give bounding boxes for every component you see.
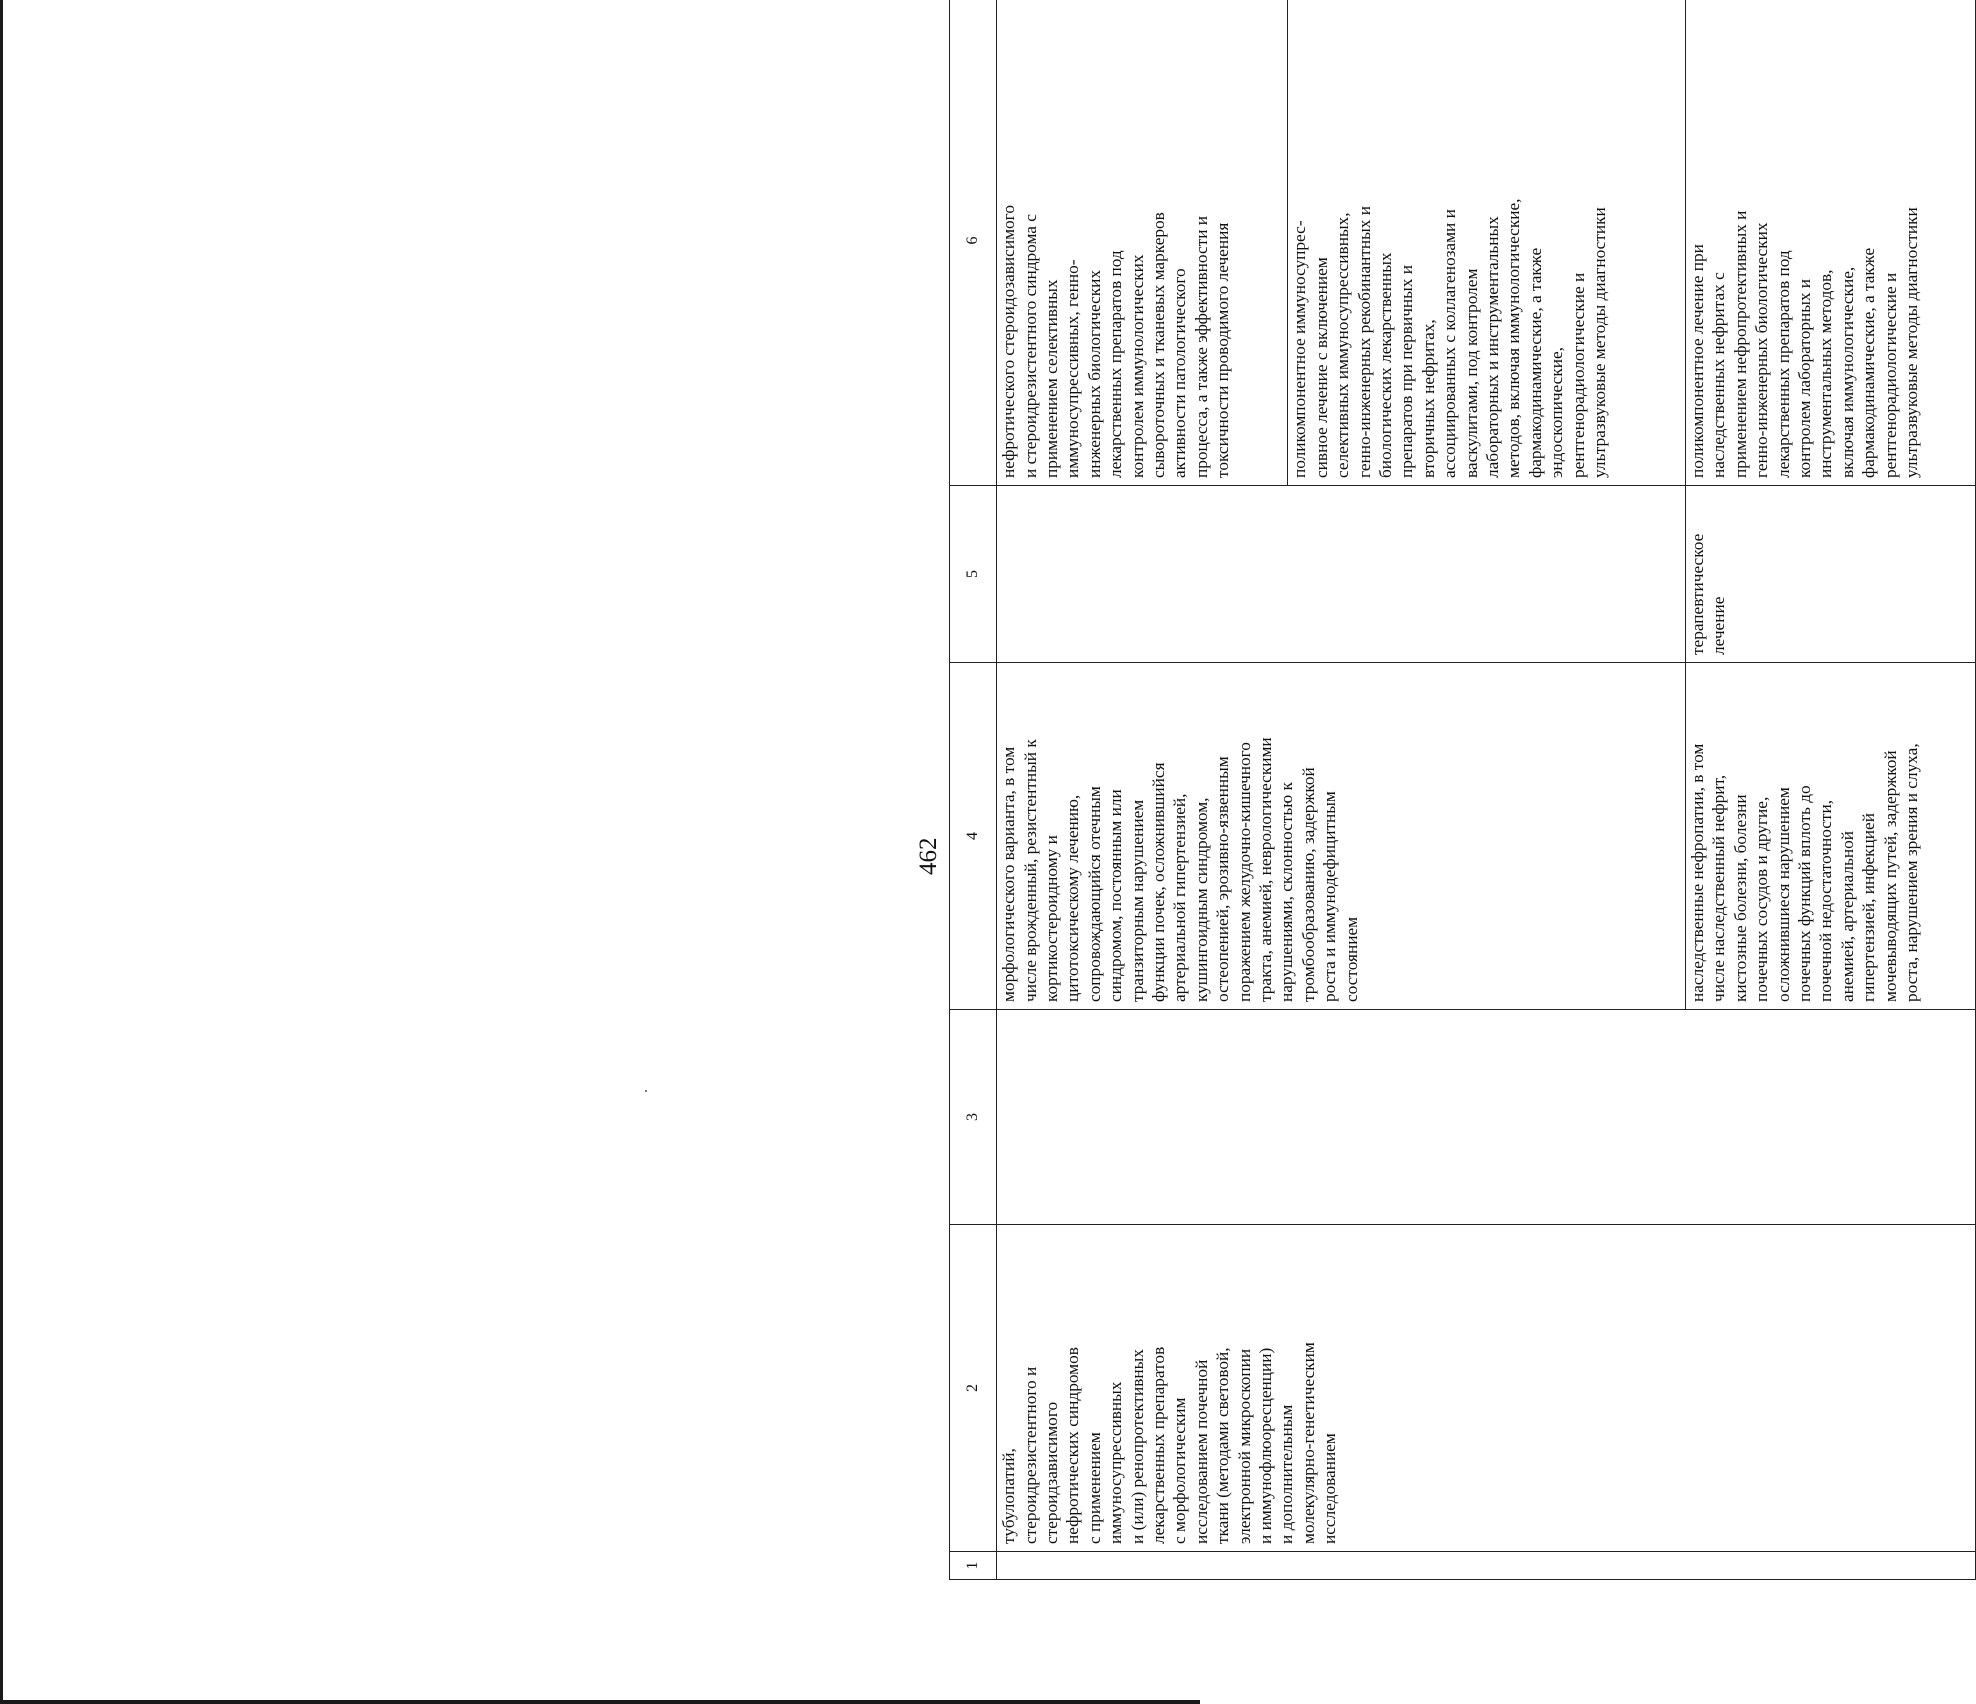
treatment-method-cell	[1685, 0, 1975, 486]
cell-text-line: активности патологического	[1170, 268, 1190, 478]
cell-text-line: нефротических синдромов	[1063, 1347, 1083, 1544]
cell-text-line: лабораторных и инструментальных	[1483, 216, 1503, 478]
cell-text-line: морфологического варианта, в том	[999, 746, 1019, 1002]
treatment-type-cell	[997, 486, 1686, 663]
cell-text-line: методов, включая иммунологические,	[1504, 198, 1524, 478]
cell-text-line: лекарственных препаратов	[1148, 1346, 1168, 1544]
header-cell-6: 6	[950, 0, 997, 486]
cell-text-line: и (или) ренопротективных	[1127, 1349, 1147, 1544]
cell-text-line: исследованием почечной	[1191, 1359, 1211, 1544]
cell-text-line: исследованием	[1320, 1433, 1340, 1544]
cell-text-line: тромбообразованию, задержкой	[1298, 767, 1318, 1002]
cell-text-line: остеопенией, эрозивно-язвенным	[1213, 756, 1233, 1002]
cell-text-line: функции почек, осложнившийся	[1148, 762, 1168, 1002]
cell-text-line: состоянием	[1341, 916, 1361, 1002]
header-cell-1: 1	[950, 1552, 997, 1580]
cell-text-line: и иммунофлюоресценции)	[1256, 1347, 1275, 1544]
cell-text-line: ультразвуковые методы диагностики	[1590, 207, 1610, 478]
scan-edge-bottom	[0, 1700, 1200, 1704]
treatment-method-cell	[997, 0, 1288, 486]
cell-text-line: иммуносупрессивных, генно-	[1063, 259, 1083, 478]
cell-text-line: цитотоксическому лечению,	[1063, 794, 1083, 1002]
cell-text-line: мочевыводящих путей, задержкой	[1880, 750, 1900, 1002]
cell-text-line: почечных функций вплоть до	[1794, 785, 1814, 1002]
cell-text-line: артериальной гипертензией,	[1170, 793, 1190, 1002]
cell-text-line: числе врожденный, резистентный к	[1020, 739, 1040, 1002]
cell-text-line: поликомпонентное иммуносупрес-	[1290, 220, 1310, 478]
header-cell-5: 5	[950, 486, 997, 663]
cell-text-line: применением нефропротективных и	[1730, 210, 1750, 478]
cell-text-line: лечение	[1709, 596, 1729, 655]
cell-text-line: генно-инженерных биологических	[1752, 222, 1772, 478]
table-header-row	[950, 0, 997, 1580]
cell-text-line: кистозные болезни, болезни	[1730, 794, 1750, 1002]
method-cell	[997, 1225, 1976, 1552]
cell-text-line: ткани (методами световой,	[1213, 1347, 1233, 1544]
cell-text-line: лекарственных препаратов под	[1773, 250, 1793, 478]
cell-text-line: фармакодинамические, а также	[1859, 247, 1879, 478]
cell-text-line: молекулярно-генетическим	[1298, 1342, 1318, 1544]
cell-text-line: осложнившиеся нарушением	[1773, 787, 1793, 1002]
cell-text-line: наследственных нефритах с	[1709, 272, 1729, 478]
cell-text-line: электронной микроскопии	[1234, 1348, 1254, 1544]
cell-text-line: лекарственных препаратов под	[1106, 250, 1126, 478]
cell-text-line: сопровождающийся отечным	[1084, 786, 1104, 1002]
cell-text-line: анемией, артериальной	[1837, 831, 1857, 1002]
cell-text-line: процесса, а также эффективности и	[1191, 215, 1211, 478]
cell-text-line: фармакодинамические, а также	[1525, 247, 1545, 478]
cell-text-line: токсичности проводимого лечения	[1213, 222, 1233, 478]
header-cell-3: 3	[950, 1010, 997, 1225]
cell-text-line: числе наследственный нефрит,	[1709, 774, 1729, 1002]
cell-text-line: кортикостероидному и	[1041, 835, 1061, 1002]
cell-text-line: поражением желудочно-кишечного	[1234, 742, 1254, 1002]
cell-text-line: включая иммунологические,	[1837, 266, 1857, 478]
cell-text-line: тракта, анемией, неврологическими	[1256, 737, 1275, 1002]
cell-text-line: ультразвуковые методы диагностики	[1902, 207, 1921, 478]
cell-text-line: с применением	[1084, 1432, 1104, 1544]
cell-text-line: применением селективных	[1041, 279, 1061, 478]
cell-text-line: стероидзависимого	[1041, 1401, 1061, 1544]
cell-text-line: сивное лечение с включением	[1311, 257, 1331, 478]
code-cell	[997, 1010, 1976, 1225]
cell-text-line: биологических лекарственных	[1375, 252, 1395, 478]
cell-text-line: и стероидрезистентного синдрома с	[1020, 214, 1040, 478]
cell-text-line: сывороточных и тканевых маркеров	[1148, 212, 1168, 478]
diagnosis-cell	[997, 663, 1686, 1010]
cell-text-line: почечных сосудов и другие,	[1752, 796, 1772, 1002]
page-number: 462	[915, 837, 942, 875]
cell-text-line: стероидрезистентного и	[1020, 1366, 1040, 1544]
cell-text-line: ассоциированных с коллагенозами и	[1440, 209, 1460, 478]
cell-text-line: терапевтическое	[1687, 533, 1707, 655]
cell-text-line: нефротического стероидозависимого	[999, 205, 1019, 478]
cell-text-line: иммуносупрессивных	[1106, 1381, 1126, 1544]
cell-text-line: васкулитами, под контролем	[1461, 268, 1481, 478]
cell-text-line: кушингоидным синдромом,	[1191, 797, 1211, 1002]
diagnosis-cell	[1685, 663, 1975, 1010]
cell-text-line: генно-инженерных рекобинантных и	[1354, 206, 1374, 478]
procedures-table	[949, 0, 1976, 1580]
cell-text-line: вторичных нефритах,	[1418, 319, 1438, 478]
cell-text-line: инструментальных методов,	[1816, 269, 1836, 478]
cell-text-line: с морфологическим	[1170, 1397, 1190, 1544]
cell-text-line: роста и иммунодефицитным	[1320, 791, 1340, 1002]
cell-text-line: рентгенорадиологические и	[1880, 272, 1900, 478]
treatment-method-cell	[1288, 0, 1686, 486]
cell-text-line: рентгенорадиологические и	[1568, 272, 1588, 478]
cell-text-line: почечной недостаточности,	[1816, 799, 1836, 1002]
cell-text-line: гипертензией, инфекцией	[1859, 813, 1879, 1002]
cell-text-line: контролем лабораторных и	[1794, 278, 1814, 478]
cell-text-line: нарушениями, склонностью к	[1277, 782, 1297, 1002]
scan-edge-left	[0, 0, 3, 1704]
cell-text-line: препаратов при первичных и	[1397, 265, 1417, 478]
treatment-type-cell	[1685, 486, 1975, 663]
cell-text-line: тубулопатий,	[999, 1448, 1019, 1544]
cell-text-line: синдромом, постоянным или	[1106, 789, 1126, 1002]
header-cell-2: 2	[950, 1225, 997, 1552]
cell-text-line: эндоскопические,	[1547, 347, 1567, 478]
header-cell-4: 4	[950, 663, 997, 1010]
cell-text-line: роста, нарушением зрения и слуха,	[1902, 743, 1921, 1002]
cell-text-line: контролем иммунологических	[1127, 254, 1147, 478]
table-row	[997, 0, 1288, 1580]
row-number-cell	[997, 1552, 1976, 1580]
cell-text-line: транзиторным нарушением	[1127, 799, 1147, 1002]
cell-text-line: поликомпонентное лечение при	[1687, 244, 1707, 478]
rotated-page	[50, 17, 1921, 1667]
cell-text-line: селективных иммуносупрессивных,	[1333, 212, 1353, 478]
scan-speck	[645, 1090, 647, 1092]
cell-text-line: инженерных биологических	[1084, 269, 1104, 478]
cell-text-line: наследственные нефропатии, в том	[1687, 743, 1707, 1002]
cell-text-line: и дополнительным	[1277, 1404, 1297, 1544]
